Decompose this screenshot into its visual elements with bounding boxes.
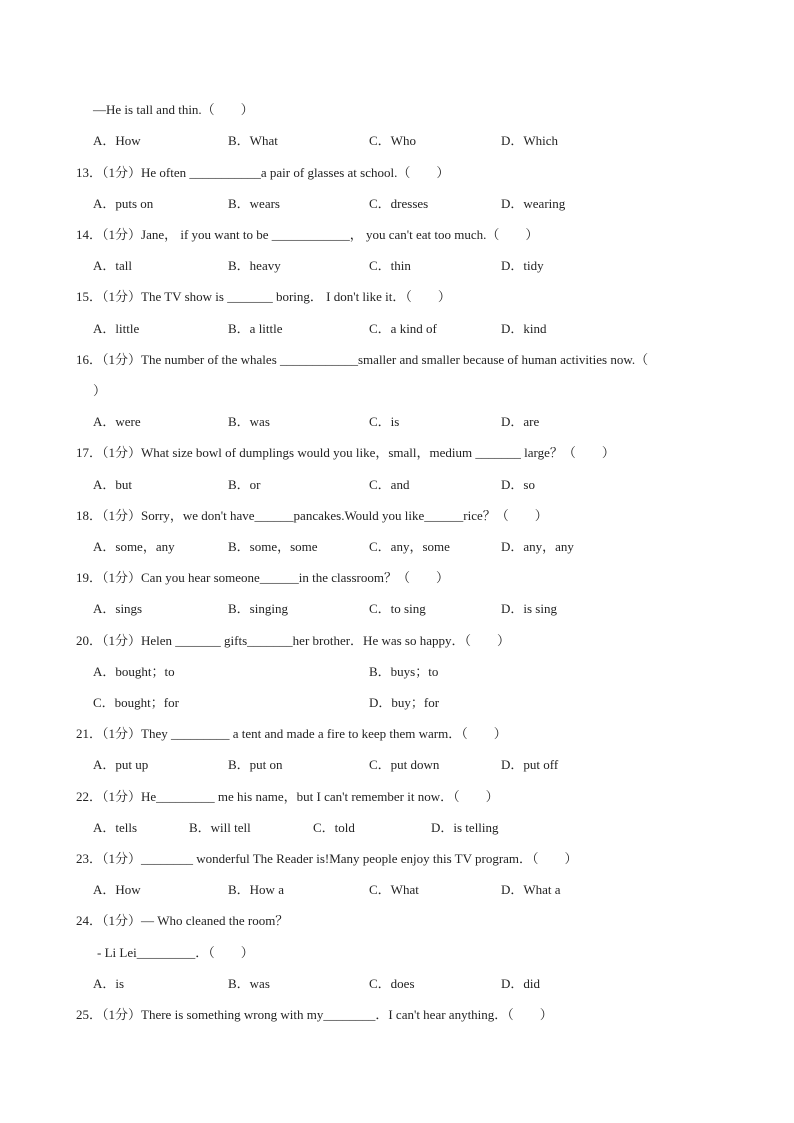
question-stem: — Who cleaned the room？ bbox=[141, 913, 289, 928]
question-18 bbox=[76, 508, 548, 524]
question-number: 13．（1分） bbox=[76, 165, 142, 180]
question-number: 22．（1分） bbox=[76, 789, 142, 804]
option-c: C．dresses bbox=[369, 196, 429, 211]
option-b: B．How a bbox=[228, 882, 284, 897]
question-17 bbox=[76, 445, 615, 461]
option-c: C．What bbox=[369, 882, 419, 897]
question-number: 23．（1分） bbox=[76, 851, 142, 866]
option-c: C．any，some bbox=[369, 539, 450, 554]
question-number: 25．（1分） bbox=[76, 1007, 142, 1022]
option-a: A．How bbox=[93, 882, 141, 897]
option-b: B．will tell bbox=[189, 820, 251, 835]
question-22 bbox=[76, 789, 499, 805]
option-d: D．Which bbox=[501, 133, 559, 148]
option-d: D．is sing bbox=[501, 601, 557, 616]
option-a: A．put up bbox=[93, 757, 149, 772]
question-stem-continued: - Li Lei_________．（ ） bbox=[97, 945, 254, 960]
option-d: D．are bbox=[501, 414, 540, 429]
option-b: B．was bbox=[228, 414, 270, 429]
option-b: B．wears bbox=[228, 196, 280, 211]
question-20 bbox=[76, 633, 510, 649]
option-d: D．is telling bbox=[431, 820, 499, 835]
option-c: C．bought；for bbox=[93, 695, 179, 710]
question-24 bbox=[76, 913, 288, 929]
option-b: B．buys；to bbox=[369, 664, 439, 679]
option-a: A．some，any bbox=[93, 539, 175, 554]
question-number: 18．（1分） bbox=[76, 508, 142, 523]
question-21 bbox=[76, 726, 507, 742]
option-b: B．What bbox=[228, 133, 278, 148]
option-a: A．tells bbox=[93, 820, 138, 835]
option-b: B．heavy bbox=[228, 258, 281, 273]
option-c: C．does bbox=[369, 976, 415, 991]
option-a: A．sings bbox=[93, 601, 143, 616]
question-stem: There is something wrong with my________．I can't hear anything．（ ） bbox=[141, 1007, 553, 1022]
question-stem: The TV show is _______ boring． I don't like it．（ ） bbox=[141, 289, 451, 304]
question-number: 24．（1分） bbox=[76, 913, 142, 928]
option-c: C．and bbox=[369, 477, 410, 492]
question-number: 16．（1分） bbox=[76, 352, 142, 367]
question-number: 19．（1分） bbox=[76, 570, 142, 585]
option-d: D．What a bbox=[501, 882, 561, 897]
question-19 bbox=[76, 570, 449, 586]
question-stem: Sorry，we don't have______pancakes.Would you like______rice？（ ） bbox=[141, 508, 548, 523]
question-number: 20．（1分） bbox=[76, 633, 142, 648]
option-d: D．put off bbox=[501, 757, 559, 772]
option-c: C．to sing bbox=[369, 601, 426, 616]
question-23 bbox=[76, 851, 578, 867]
option-b: B．or bbox=[228, 477, 261, 492]
question-stem: ________ wonderful The Reader is!Many people enjoy this TV program．（ ） bbox=[141, 851, 578, 866]
question-stem: He often ___________a pair of glasses at school.（ ） bbox=[141, 165, 450, 180]
option-c: C．Who bbox=[369, 133, 416, 148]
question-number: 17．（1分） bbox=[76, 445, 142, 460]
option-a: A．bought；to bbox=[93, 664, 175, 679]
question-15 bbox=[76, 289, 451, 305]
question-stem: —He is tall and thin.（ ） bbox=[93, 102, 254, 117]
question-25 bbox=[76, 1007, 553, 1023]
question-stem: Can you hear someone______in the classroom？（ ） bbox=[141, 570, 449, 585]
option-a: A．little bbox=[93, 321, 140, 336]
option-a: A．is bbox=[93, 976, 125, 991]
option-a: A．puts on bbox=[93, 196, 154, 211]
option-a: A．How bbox=[93, 133, 141, 148]
question-13 bbox=[76, 165, 449, 181]
question-number: 14．（1分） bbox=[76, 227, 142, 242]
option-d: D．so bbox=[501, 477, 535, 492]
question-16 bbox=[76, 352, 648, 368]
option-d: D．any，any bbox=[501, 539, 574, 554]
option-c: C．thin bbox=[369, 258, 411, 273]
option-a: A．but bbox=[93, 477, 133, 492]
option-c: C．told bbox=[313, 820, 355, 835]
option-b: B．put on bbox=[228, 757, 283, 772]
option-d: D．kind bbox=[501, 321, 547, 336]
option-d: D．did bbox=[501, 976, 541, 991]
option-d: D．buy；for bbox=[369, 695, 440, 710]
question-stem: The number of the whales ____________smaller and smaller because of human activities now.（ bbox=[141, 352, 649, 367]
question-stem: What size bowl of dumplings would you like，small，medium _______ large？（ ） bbox=[141, 445, 615, 460]
option-b: B．some，some bbox=[228, 539, 318, 554]
question-stem: They _________ a tent and made a fire to keep them warm．（ ） bbox=[141, 726, 507, 741]
question-14 bbox=[76, 227, 538, 243]
option-b: B．was bbox=[228, 976, 270, 991]
question-stem: He_________ me his name，but I can't remember it now．（ ） bbox=[141, 789, 499, 804]
question-stem-continued: ） bbox=[93, 383, 107, 398]
question-stem: Helen _______ gifts_______her brother．He was so happy．（ ） bbox=[141, 633, 511, 648]
option-d: D．tidy bbox=[501, 258, 544, 273]
option-a: A．tall bbox=[93, 258, 132, 273]
option-b: B．singing bbox=[228, 601, 288, 616]
option-c: C．put down bbox=[369, 757, 440, 772]
question-number: 21．（1分） bbox=[76, 726, 142, 741]
question-number: 15．（1分） bbox=[76, 289, 142, 304]
option-c: C．is bbox=[369, 414, 400, 429]
option-d: D．wearing bbox=[501, 196, 566, 211]
option-c: C．a kind of bbox=[369, 321, 437, 336]
option-b: B．a little bbox=[228, 321, 283, 336]
question-stem: Jane， if you want to be ____________， you can't eat too much.（ ） bbox=[141, 227, 539, 242]
option-a: A．were bbox=[93, 414, 141, 429]
